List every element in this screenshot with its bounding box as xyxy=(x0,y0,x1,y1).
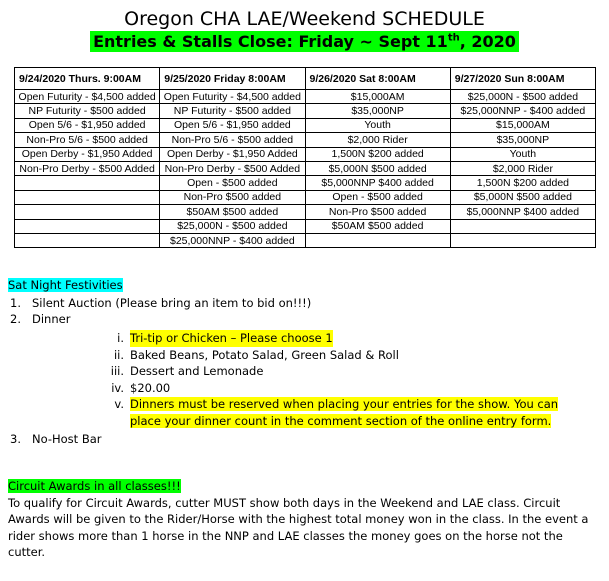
list-number: ii. xyxy=(113,347,124,362)
table-cell: Non-Pro Derby - $500 Added xyxy=(160,161,305,175)
table-row xyxy=(15,190,596,204)
column-header: 9/27/2020 Sun 8:00AM xyxy=(450,68,595,90)
table-cell: $5,000N $500 added xyxy=(450,190,595,204)
table-cell: $25,000N - $500 added xyxy=(160,219,305,233)
list-item xyxy=(96,363,580,380)
festivities-section xyxy=(8,277,311,327)
table-cell: Youth xyxy=(450,147,595,161)
table-cell: $15,000AM xyxy=(305,90,450,104)
list-item-text: $20.00 xyxy=(130,380,171,395)
table-cell: $15,000AM xyxy=(450,118,595,132)
schedule-header-row xyxy=(15,68,596,90)
subtitle-superscript: th xyxy=(447,32,460,44)
table-cell: 1,500N $200 added xyxy=(305,147,450,161)
table-row xyxy=(15,104,596,118)
list-number: iv. xyxy=(111,380,124,395)
dinner-sublist xyxy=(96,330,580,429)
table-cell: NP Futurity - $500 added xyxy=(160,104,305,118)
list-number: i. xyxy=(117,331,124,345)
table-cell: Non-Pro 5/6 - $500 added xyxy=(160,133,305,147)
table-row xyxy=(15,176,596,190)
list-item xyxy=(96,396,580,429)
table-cell: $50AM $500 added xyxy=(305,219,450,233)
festivities-list xyxy=(8,295,311,327)
list-item xyxy=(8,295,311,311)
list-item-text: Silent Auction (Please bring an item to bid on!!!) xyxy=(32,296,312,310)
list-item xyxy=(96,347,580,364)
table-cell: Non-Pro $500 added xyxy=(305,205,450,219)
schedule-body xyxy=(15,90,596,248)
table-cell: Non-Pro Derby - $500 Added xyxy=(15,161,160,175)
list-item-text: Dessert and Lemonade xyxy=(130,364,264,378)
table-cell xyxy=(15,233,160,247)
table-cell: Open Futurity - $4,500 added xyxy=(160,90,305,104)
list-number: iii. xyxy=(110,364,124,378)
table-row xyxy=(15,118,596,132)
table-cell: Open - $500 added xyxy=(305,190,450,204)
table-cell xyxy=(450,233,595,247)
table-cell: NP Futurity - $500 added xyxy=(15,104,160,118)
table-cell: Youth xyxy=(305,118,450,132)
table-cell xyxy=(15,190,160,204)
table-cell xyxy=(15,219,160,233)
table-row xyxy=(15,233,596,247)
table-cell xyxy=(15,205,160,219)
table-cell: Open 5/6 - $1,950 added xyxy=(160,118,305,132)
column-header: 9/25/2020 Friday 8:00AM xyxy=(160,68,305,90)
table-row xyxy=(15,161,596,175)
table-cell xyxy=(15,176,160,190)
table-cell: Open Derby - $1,950 Added xyxy=(15,147,160,161)
list-item-text: Baked Beans, Potato Salad, Green Salad & Roll xyxy=(130,347,399,362)
list-number: 2. xyxy=(10,312,21,326)
circuit-awards-section xyxy=(8,478,598,561)
schedule-table xyxy=(14,67,596,248)
subtitle-year: , 2020 xyxy=(459,32,516,51)
table-cell: Open Derby - $1,950 Added xyxy=(160,147,305,161)
table-row xyxy=(15,147,596,161)
entries-close-banner xyxy=(90,31,519,52)
list-item-text: Dinners must be reserved when placing your entries for the show. You can place your dinner count in the comment section of the online entry form. xyxy=(130,397,559,428)
list-item xyxy=(8,311,311,327)
list-item-text: Tri-tip or Chicken – Please choose 1 xyxy=(130,331,333,345)
table-cell: $25,000N - $500 added xyxy=(450,90,595,104)
table-row xyxy=(15,205,596,219)
list-item-text: Dinner xyxy=(32,312,71,326)
table-cell: Non-Pro $500 added xyxy=(160,190,305,204)
table-cell: $35,000NP xyxy=(450,133,595,147)
table-cell xyxy=(450,219,595,233)
table-cell: Open 5/6 - $1,950 added xyxy=(15,118,160,132)
circuit-heading: Circuit Awards in all classes!!! xyxy=(8,479,181,493)
table-cell: Open Futurity - $4,500 added xyxy=(15,90,160,104)
table-cell: Open - $500 added xyxy=(160,176,305,190)
column-header: 9/24/2020 Thurs. 9:00AM xyxy=(15,68,160,90)
table-cell: $50AM $500 added xyxy=(160,205,305,219)
table-cell: $2,000 Rider xyxy=(450,161,595,175)
no-host-bar-item xyxy=(8,431,102,447)
list-item xyxy=(96,380,580,397)
table-cell: Non-Pro 5/6 - $500 added xyxy=(15,133,160,147)
festivities-heading: Sat Night Festivities xyxy=(8,278,123,292)
table-row xyxy=(15,133,596,147)
list-item xyxy=(96,330,580,347)
table-row xyxy=(15,219,596,233)
list-number: 1. xyxy=(10,296,21,310)
table-cell: $25,000NNP - $400 added xyxy=(160,233,305,247)
subtitle-main: Entries & Stalls Close: Friday ~ Sept 11 xyxy=(93,32,448,51)
table-cell: $5,000NNP $400 added xyxy=(450,205,595,219)
table-cell: $5,000N $500 added xyxy=(305,161,450,175)
table-cell: $25,000NNP - $400 added xyxy=(450,104,595,118)
circuit-paragraph: To qualify for Circuit Awards, cutter MUST show both days in the Weekend and LAE class. Circuit Awards will be given to the Rider/Horse with the highest total money won in the class. In the event a rider shows more than 1 horse in the NNP and LAE classes the money goes on the horse not the cutter. xyxy=(8,495,589,559)
list-number: v. xyxy=(114,397,124,411)
subtitle-container xyxy=(0,31,609,52)
table-cell: $2,000 Rider xyxy=(305,133,450,147)
page-title: Oregon CHA LAE/Weekend SCHEDULE xyxy=(124,8,485,30)
column-header: 9/26/2020 Sat 8:00AM xyxy=(305,68,450,90)
list-number: 3. xyxy=(10,432,21,446)
table-cell xyxy=(305,233,450,247)
table-cell: $35,000NP xyxy=(305,104,450,118)
list-item-text: No-Host Bar xyxy=(32,432,102,446)
table-row xyxy=(15,90,596,104)
table-cell: $5,000NNP $400 added xyxy=(305,176,450,190)
table-cell: 1,500N $200 added xyxy=(450,176,595,190)
